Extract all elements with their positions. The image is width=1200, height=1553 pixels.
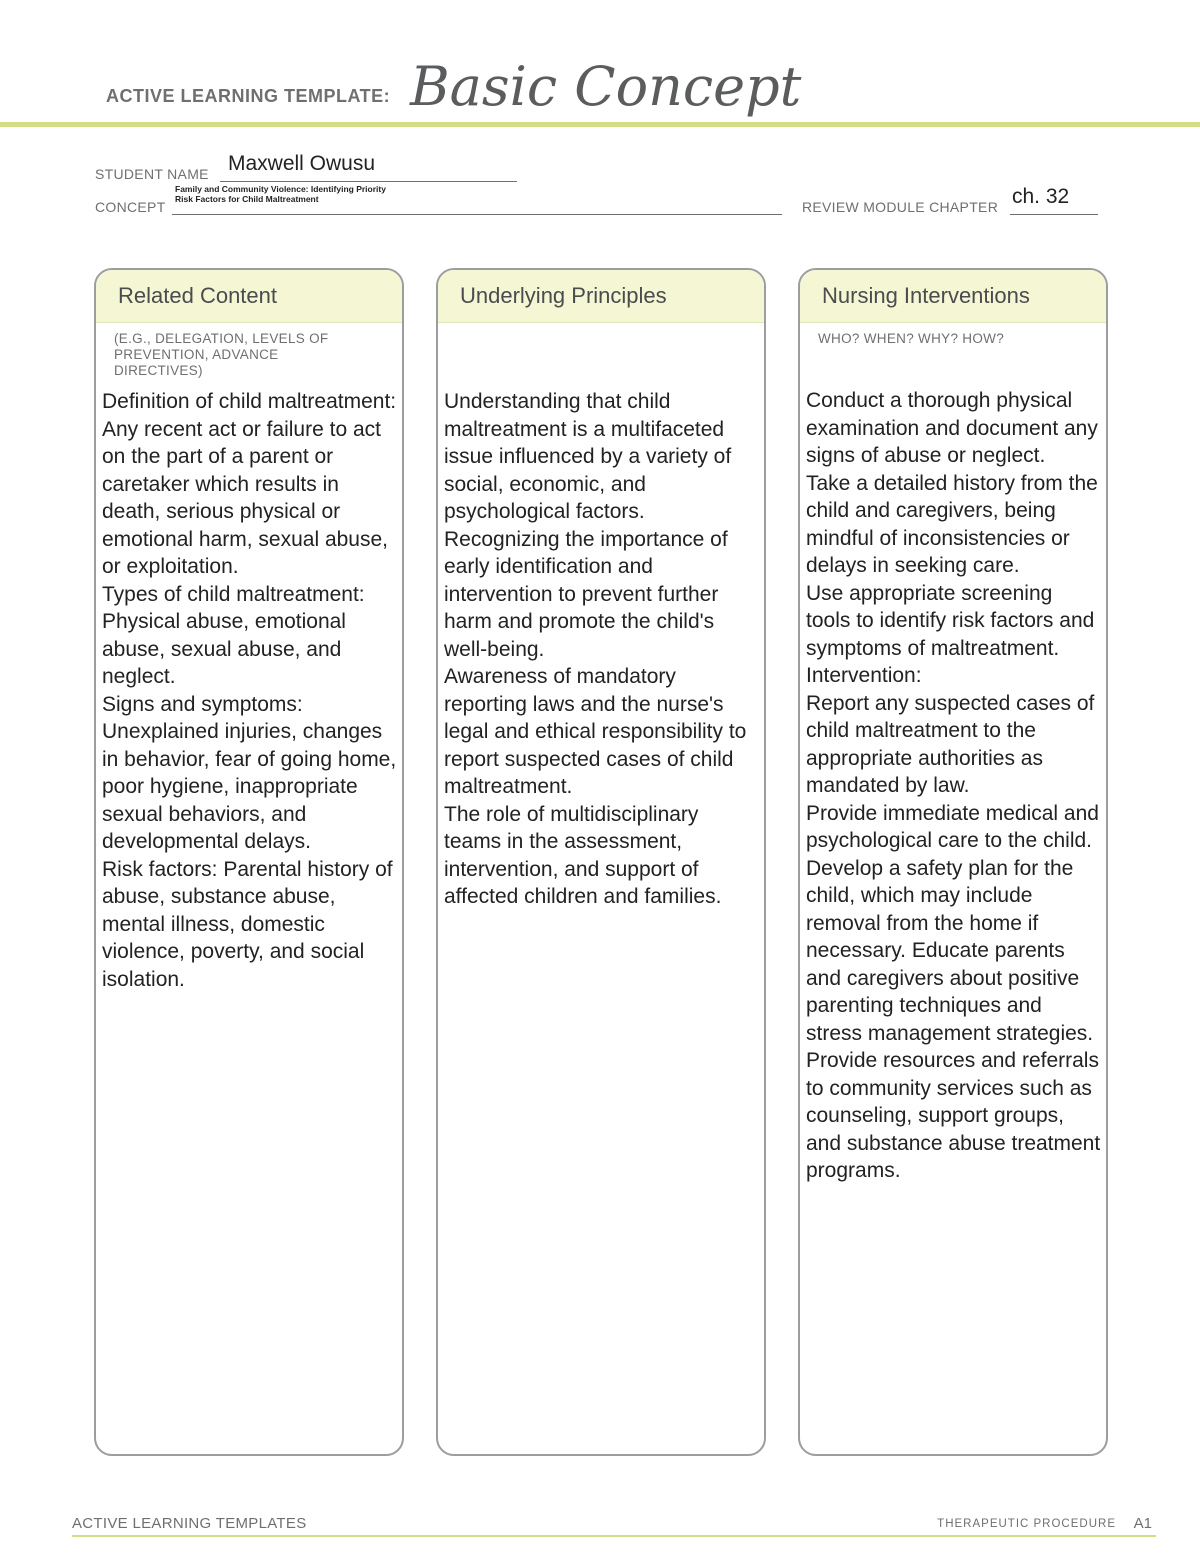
nursing-interventions-panel — [798, 268, 1108, 1456]
concept-line — [172, 214, 782, 215]
student-name-line — [220, 181, 517, 182]
template-label: ACTIVE LEARNING TEMPLATE: — [106, 86, 391, 106]
concept-field[interactable]: Family and Community Violence: Identifying Priority Risk Factors for Child Maltreatment — [175, 184, 386, 204]
footer-divider — [72, 1535, 1156, 1537]
review-chapter-line — [1010, 214, 1098, 215]
footer-template-name: ACTIVE LEARNING TEMPLATES — [72, 1515, 307, 1532]
related-content-header — [96, 270, 402, 323]
template-title: Basic Concept — [410, 55, 802, 118]
underlying-principles-panel — [436, 268, 766, 1456]
related-content-title: Related Content — [118, 283, 277, 308]
footer-section-name: THERAPEUTIC PROCEDURE — [937, 1518, 1116, 1530]
underlying-principles-header — [438, 270, 764, 323]
nursing-interventions-title: Nursing Interventions — [822, 283, 1030, 308]
student-name-field[interactable]: Maxwell Owusu — [228, 152, 376, 175]
footer-page-number: A1 — [1133, 1515, 1152, 1532]
nursing-interventions-subtitle: WHO? WHEN? WHY? HOW? — [818, 331, 1005, 346]
review-chapter-label: REVIEW MODULE CHAPTER — [802, 199, 999, 215]
underlying-principles-body[interactable]: Understanding that child maltreatment is a multifaceted issue influenced by a variety of social, economic, and psychological factors. Recognizing the importance of early identification and intervention to prevent further harm and promote the child's well-being. Awareness of mandatory reporting laws and the nurse's legal and ethical responsibility to report suspected cases of child maltreatment. The role of multidisciplinary teams in the assessment, intervention, and support of affected children and families. — [444, 390, 747, 908]
underlying-principles-title: Underlying Principles — [460, 283, 667, 308]
related-content-subtitle: (E.G., DELEGATION, LEVELS OF PREVENTION, ADVANCE DIRECTIVES) — [114, 331, 329, 378]
nursing-interventions-body[interactable]: Conduct a thorough physical examination and document any signs of abuse or neglect. Take a detailed history from the child and caregivers, being mindful of inconsistencies or delays in seeking care. Use appropriate screening tools to identify risk factors and symptoms of maltreatment. Intervention: Report any suspected cases of child maltreatment to the appropriate authorities as mandated by law. Provide immediate medical and psychological care to the child. Develop a safety plan for the child, which may include removal from the home if necessary. Educate parents and caregivers about positive parenting techniques and stress management strategies. Provide resources and referrals to community services such as counseling, support groups, and substance abuse treatment programs. — [806, 389, 1101, 1182]
concept-label: CONCEPT — [95, 199, 166, 215]
related-content-panel — [94, 268, 404, 1456]
related-content-body[interactable]: Definition of child maltreatment: Any recent act or failure to act on the part of a parent or caretaker which results in death, serious physical or emotional harm, sexual abuse, or exploitation. Types of child maltreatment: Physical abuse, emotional abuse, sexual abuse, and neglect. Signs and symptoms: Unexplained injuries, changes in behavior, fear of going home, poor hygiene, inappropriate sexual behaviors, and developmental delays. Risk factors: Parental history of abuse, substance abuse, mental illness, domestic violence, poverty, and social isolation. — [102, 390, 397, 991]
header-divider — [0, 122, 1200, 127]
nursing-interventions-header — [800, 270, 1106, 323]
review-chapter-field[interactable]: ch. 32 — [1012, 185, 1070, 208]
student-name-label: STUDENT NAME — [95, 166, 209, 182]
